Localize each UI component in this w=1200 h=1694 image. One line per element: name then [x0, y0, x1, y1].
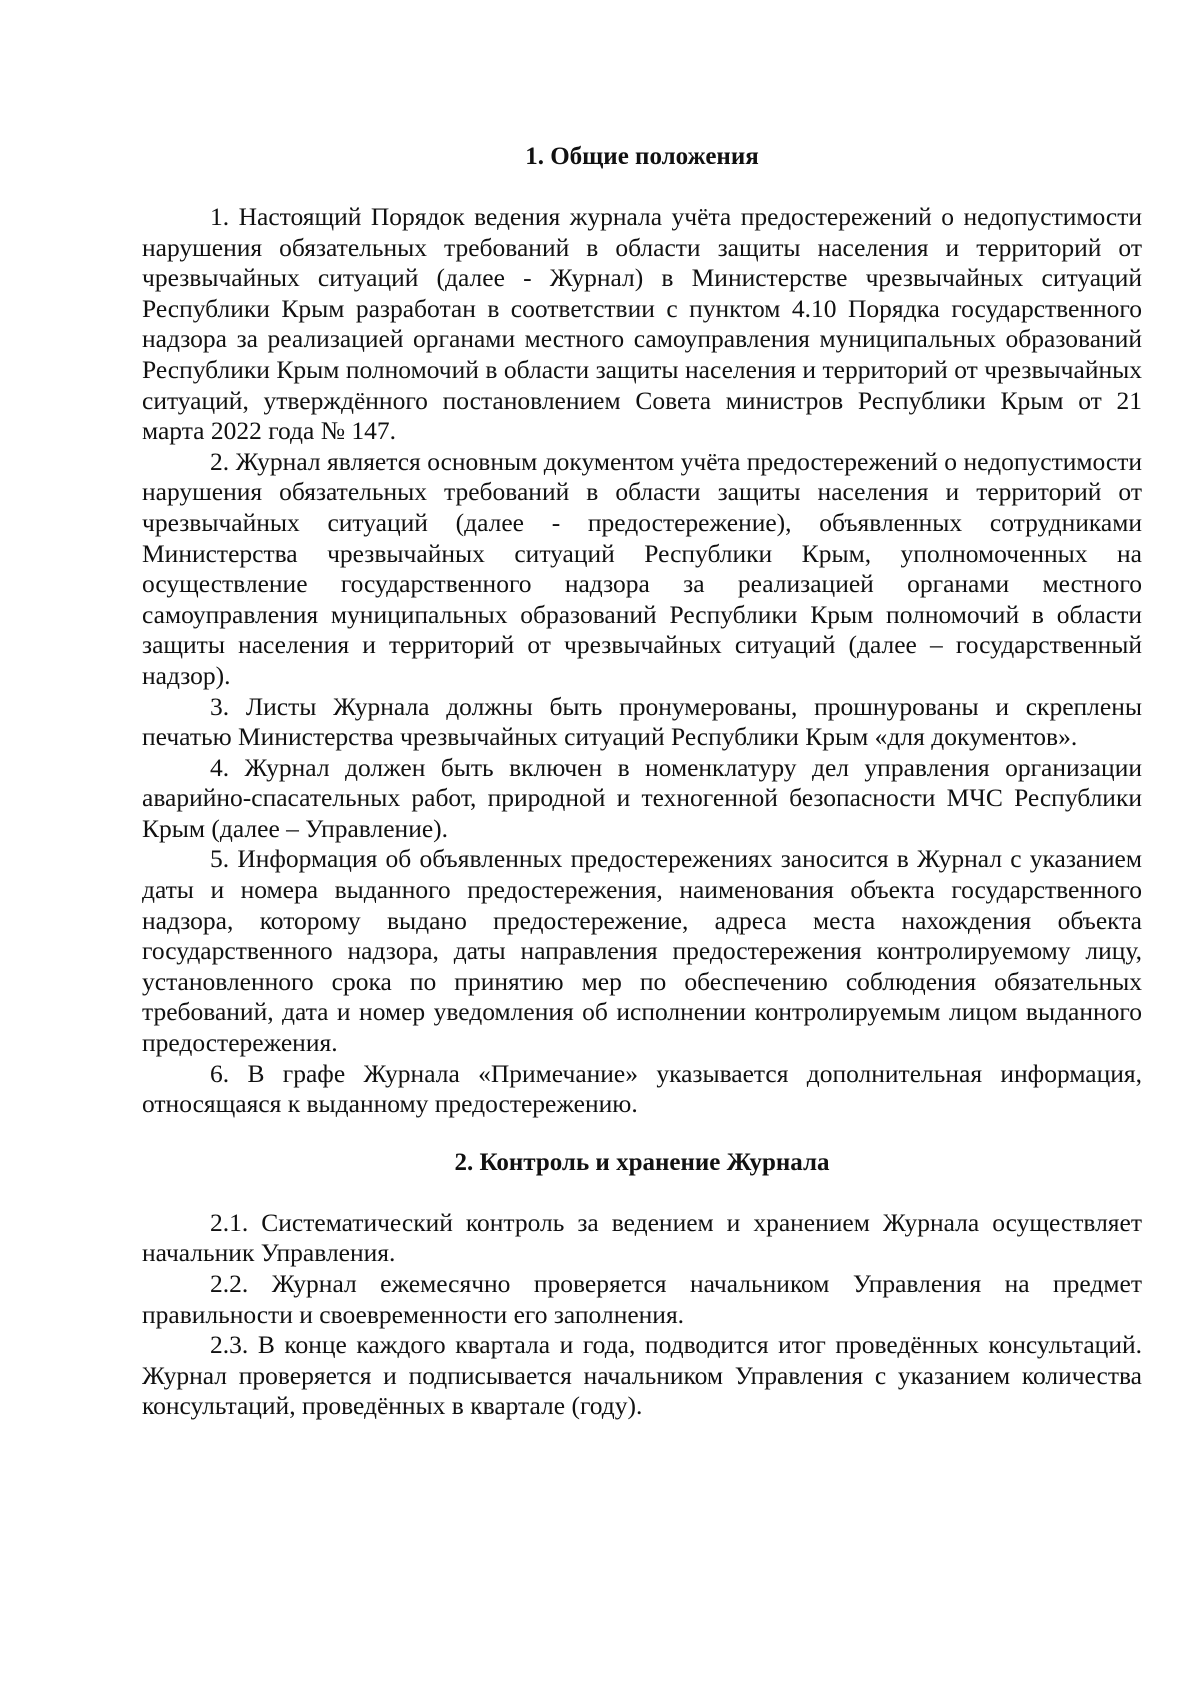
section-1-paragraph-5: 5. Информация об объявленных предостережениях заносится в Журнал с указанием даты и номера выданного предостережения, наименования объекта государственного надзора, которому выдано предостережение, адреса места нахождения объекта государственного надзора, даты направления предостережения контролируемому лицу, установленного срока по принятию мер по обеспечению соблюдения обязательных требований, дата и номер уведомления об исполнении контролируемым лицом выданного предостережения.	[142, 844, 1142, 1058]
section-1-heading: 1. Общие положения	[525, 143, 759, 170]
section-1-paragraph-3: 3. Листы Журнала должны быть пронумерованы, прошнурованы и скреплены печатью Министерства чрезвычайных ситуаций Республики Крым «для документов».	[142, 691, 1142, 752]
section-2-paragraph-2: 2.2. Журнал ежемесячно проверяется начальником Управления на предмет правильности и своевременности его заполнения.	[142, 1269, 1142, 1329]
section-2-paragraph-1: 2.1. Систематический контроль за ведением и хранением Журнала осуществляет начальник Управления.	[142, 1207, 1142, 1268]
section-2-heading: 2. Контроль и хранение Журнала	[454, 1148, 830, 1176]
section-1-paragraph-6: 6. В графе Журнала «Примечание» указывается дополнительная информация, относящаяся к выданному предостережению.	[142, 1058, 1142, 1119]
section-1-paragraph-1: 1. Настоящий Порядок ведения журнала учёта предостережений о недопустимости нарушения обязательных требований в области защиты населения и территорий от чрезвычайных ситуаций (далее - Журнал) в Министерстве чрезвычайных ситуаций Республики Крым разработан в соответствии с пунктом 4.10 Порядка государственного надзора за реализацией органами местного самоуправления муниципальных образований Республики Крым полномочий в области защиты населения и территорий от чрезвычайных ситуаций, утверждённого постановлением Совета министров Республики Крым от 21 марта 2022 года № 147.	[142, 202, 1142, 446]
section-2-paragraph-3: 2.3. В конце каждого квартала и года, подводится итог проведённых консультаций. Журнал проверяется и подписывается начальником Управления с указанием количества консультаций, проведённых в квартале (году).	[142, 1330, 1142, 1421]
section-1-paragraph-4: 4. Журнал должен быть включен в номенклатуру дел управления организации аварийно-спасательных работ, природной и техногенной безопасности МЧС Республики Крым (далее – Управление).	[142, 752, 1142, 843]
section-1-paragraph-2: 2. Журнал является основным документом учёта предостережений о недопустимости нарушения обязательных требований в области защиты населения и территорий от чрезвычайных ситуаций (далее - предостережение), объявленных сотрудниками Министерства чрезвычайных ситуаций Республики Крым, уполномоченных на осуществление государственного надзора за реализацией органами местного самоуправления муниципальных образований Республики Крым полномочий в области защиты населения и территорий от чрезвычайных ситуаций (далее – государственный надзор).	[142, 446, 1142, 690]
document-page	[142, 140, 1142, 1422]
